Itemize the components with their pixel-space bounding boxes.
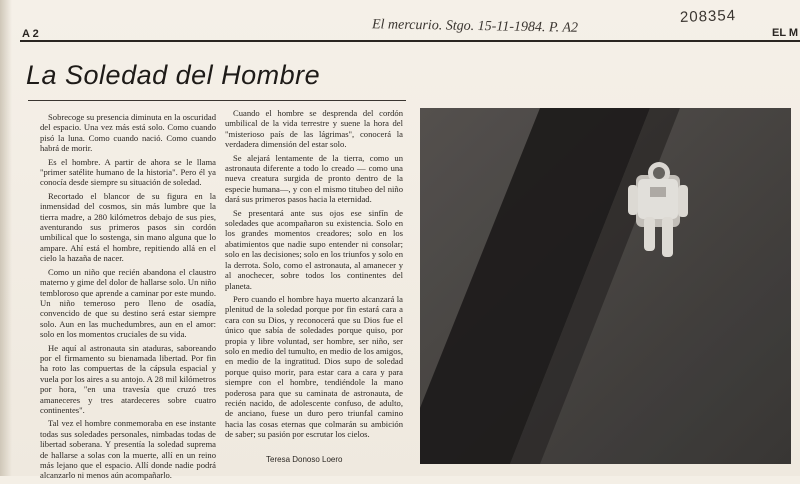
- article-title: La Soledad del Hombre: [26, 60, 321, 90]
- paragraph: Es el hombre. A partir de ahora se le llama "primer satélite humano de la historia". Pero él ya conocía desde siempre su situación de soledad.: [40, 156, 216, 188]
- article-column-1: [40, 112, 216, 484]
- paragraph: Recortado el blancor de su figura en la inmensidad del cosmos, sin más lumbre que la tierra madre, a 280 kilómetros debajo de sus pies, aventurando sus primeros pasos sin cordón umbilical que lo sostenga, sin mano alguna que lo ampare. Ahí está el hombre, repitiendo allá en el cielo la hazaña de nacer.: [40, 190, 216, 264]
- paragraph: Se presentará ante sus ojos ese sinfín de soledades que acompañaron su existencia. Solo en los grandes momentos creadores; solo en los abatimientos que nadie supo entender ni consolar; solo en las decisiones; solo en los triunfos y solo en la derrota. Solo, como el astronauta, al amanecer y al anochecer, sobre todos los continentes del planeta.: [225, 207, 403, 291]
- photo-image: [420, 108, 791, 464]
- paragraph: He aquí al astronauta sin ataduras, saboreando por el firmamento su bienamada libertad. Por fin ha roto las compuertas de la cápsula espacial y vuela por los aires a su antojo. A 28 mil kilómetros por hora, "en una travesía que cruzó tres amaneceres y tres atardeceres sobre cuatro continentes".: [40, 342, 216, 415]
- archive-number: 208354: [679, 7, 737, 26]
- paragraph: Cuando el hombre se desprenda del cordón umbilical de la vida terrestre y suene la hora del "misterioso país de las lágrimas", conocerá la verdadera dimensión del estar solo.: [225, 108, 403, 150]
- page-folio: A 2: [22, 28, 39, 40]
- paragraph: Pero cuando el hombre haya muerto alcanzará la plenitud de la soledad porque por fin estará cara a cara con su Dios, y reconocerá que su Dios fue el único que sabía de soledades porque quiso, por propia y libre voluntad, ser hombre, ser niño, ser solo en medio del tumulto, en medio de los amigos, en medio de la ingratitud. Dios supo de soledad porque quiso morir, para estar cara a cara y para siempre con el hombre, tendiéndole la mano poderosa para que su caminata de astronauta, de recién nacido, de adolescente confuso, de adulto, de anciano, fuese un duro pero triunfal camino hacia las cosas eternas que colmarán su ambición de saber; su pasión por escrutar los cielos.: [225, 293, 403, 440]
- astronaut-photo: [420, 108, 791, 464]
- paragraph: Como un niño que recién abandona el claustro materno y gime del dolor de hallarse solo. Un niño tembloroso que aprende a caminar por este mundo. Un niño temeroso pero lleno de osadía, convencido de que su destino será estar siempre solo. Aun en las muchedumbres, aun en el amor: solo en los momentos cruciales de su vida.: [40, 266, 216, 340]
- handwritten-source-note: El mercurio. Stgo. 15-11-1984. P. A2: [371, 17, 579, 36]
- paper-edge: [0, 0, 12, 476]
- paragraph: Sobrecoge su presencia diminuta en la oscuridad del espacio. Una vez más está solo. Como cuando pisó la luna. Como cuando nació. Como cuando habrá de morir.: [40, 112, 216, 154]
- newspaper-name: EL M: [772, 27, 799, 39]
- title-rule: [28, 100, 406, 101]
- article-byline: Teresa Donoso Loero: [266, 455, 343, 464]
- header-rule: [20, 40, 800, 42]
- paragraph: Tal vez el hombre conmemoraba en ese instante todas sus soledades personales, nimbadas todas de libertad soberana. Y presentía la soledad suprema de hallarse a solas con la muerte, allí en un reino más lejano que el espacio. Allí donde nadie podrá alcanzarlo ni menos aún acompañarlo.: [40, 418, 216, 481]
- paragraph: Se alejará lentamente de la tierra, como un astronauta diferente a todo lo creado — como una nueva creatura surgida de pronto dentro de la especie humana—, y con el mismo titubeo del niño dará sus primeros pasos hacia la eternidad.: [225, 152, 403, 205]
- article-column-2: [225, 108, 403, 443]
